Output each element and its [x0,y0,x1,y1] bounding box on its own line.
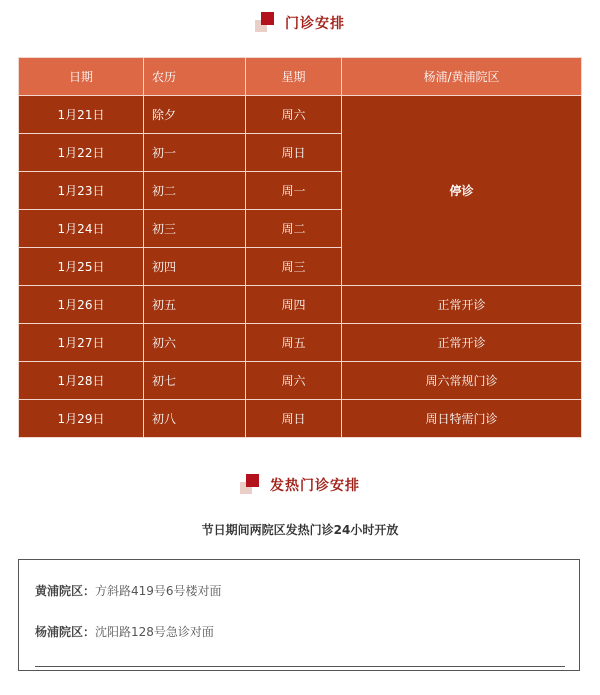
weekday-cell: 周四 [246,286,342,324]
section-title: 门诊安排 [285,16,345,32]
weekday-cell: 周日 [246,400,342,438]
date-cell: 1月28日 [19,362,144,400]
date-cell: 1月27日 [19,324,144,362]
table-row [19,400,582,438]
column-header-date: 日期 [19,58,144,96]
clinic-section-header [0,8,600,38]
section-title: 发热门诊安排 [270,478,360,494]
status-cell: 周日特需门诊 [342,400,582,438]
lunar-cell: 初二 [144,172,246,210]
lunar-cell: 初七 [144,362,246,400]
weekday-cell: 周二 [246,210,342,248]
address-row-yangpu [35,623,214,640]
status-cell: 正常开诊 [342,286,582,324]
date-cell: 1月25日 [19,248,144,286]
date-cell: 1月24日 [19,210,144,248]
table-row [19,324,582,362]
status-cell-closed: 停诊 [342,96,582,286]
column-header-weekday: 星期 [246,58,342,96]
column-header-lunar: 农历 [144,58,246,96]
lunar-cell: 初六 [144,324,246,362]
date-cell: 1月26日 [19,286,144,324]
address-label: 黄浦院区： [35,584,96,598]
lunar-cell: 初八 [144,400,246,438]
date-cell: 1月22日 [19,134,144,172]
weekday-cell: 周五 [246,324,342,362]
weekday-cell: 周一 [246,172,342,210]
table-row [19,96,582,134]
lunar-cell: 初四 [144,248,246,286]
divider-line [35,666,565,667]
table-header-row [19,58,582,96]
decorative-squares-icon [255,10,277,36]
lunar-cell: 初一 [144,134,246,172]
weekday-cell: 周日 [246,134,342,172]
fever-clinic-notice: 节日期间两院区发热门诊24小时开放 [201,523,399,537]
lunar-cell: 初三 [144,210,246,248]
table-row [19,286,582,324]
address-text: 方斜路419号6号楼对面 [95,584,222,598]
date-cell: 1月23日 [19,172,144,210]
status-cell: 周六常规门诊 [342,362,582,400]
address-row-huangpu [35,582,222,599]
address-box [18,559,580,671]
address-text: 沈阳路128号急诊对面 [95,625,214,639]
status-cell: 正常开诊 [342,324,582,362]
column-header-campus: 杨浦/黄浦院区 [342,58,582,96]
weekday-cell: 周六 [246,362,342,400]
weekday-cell: 周六 [246,96,342,134]
lunar-cell: 初五 [144,286,246,324]
date-cell: 1月21日 [19,96,144,134]
address-label: 杨浦院区： [35,625,96,639]
weekday-cell: 周三 [246,248,342,286]
lunar-cell: 除夕 [144,96,246,134]
date-cell: 1月29日 [19,400,144,438]
decorative-squares-icon [240,472,262,498]
fever-section-header [0,470,600,500]
clinic-schedule-table [18,57,582,438]
table-row [19,362,582,400]
